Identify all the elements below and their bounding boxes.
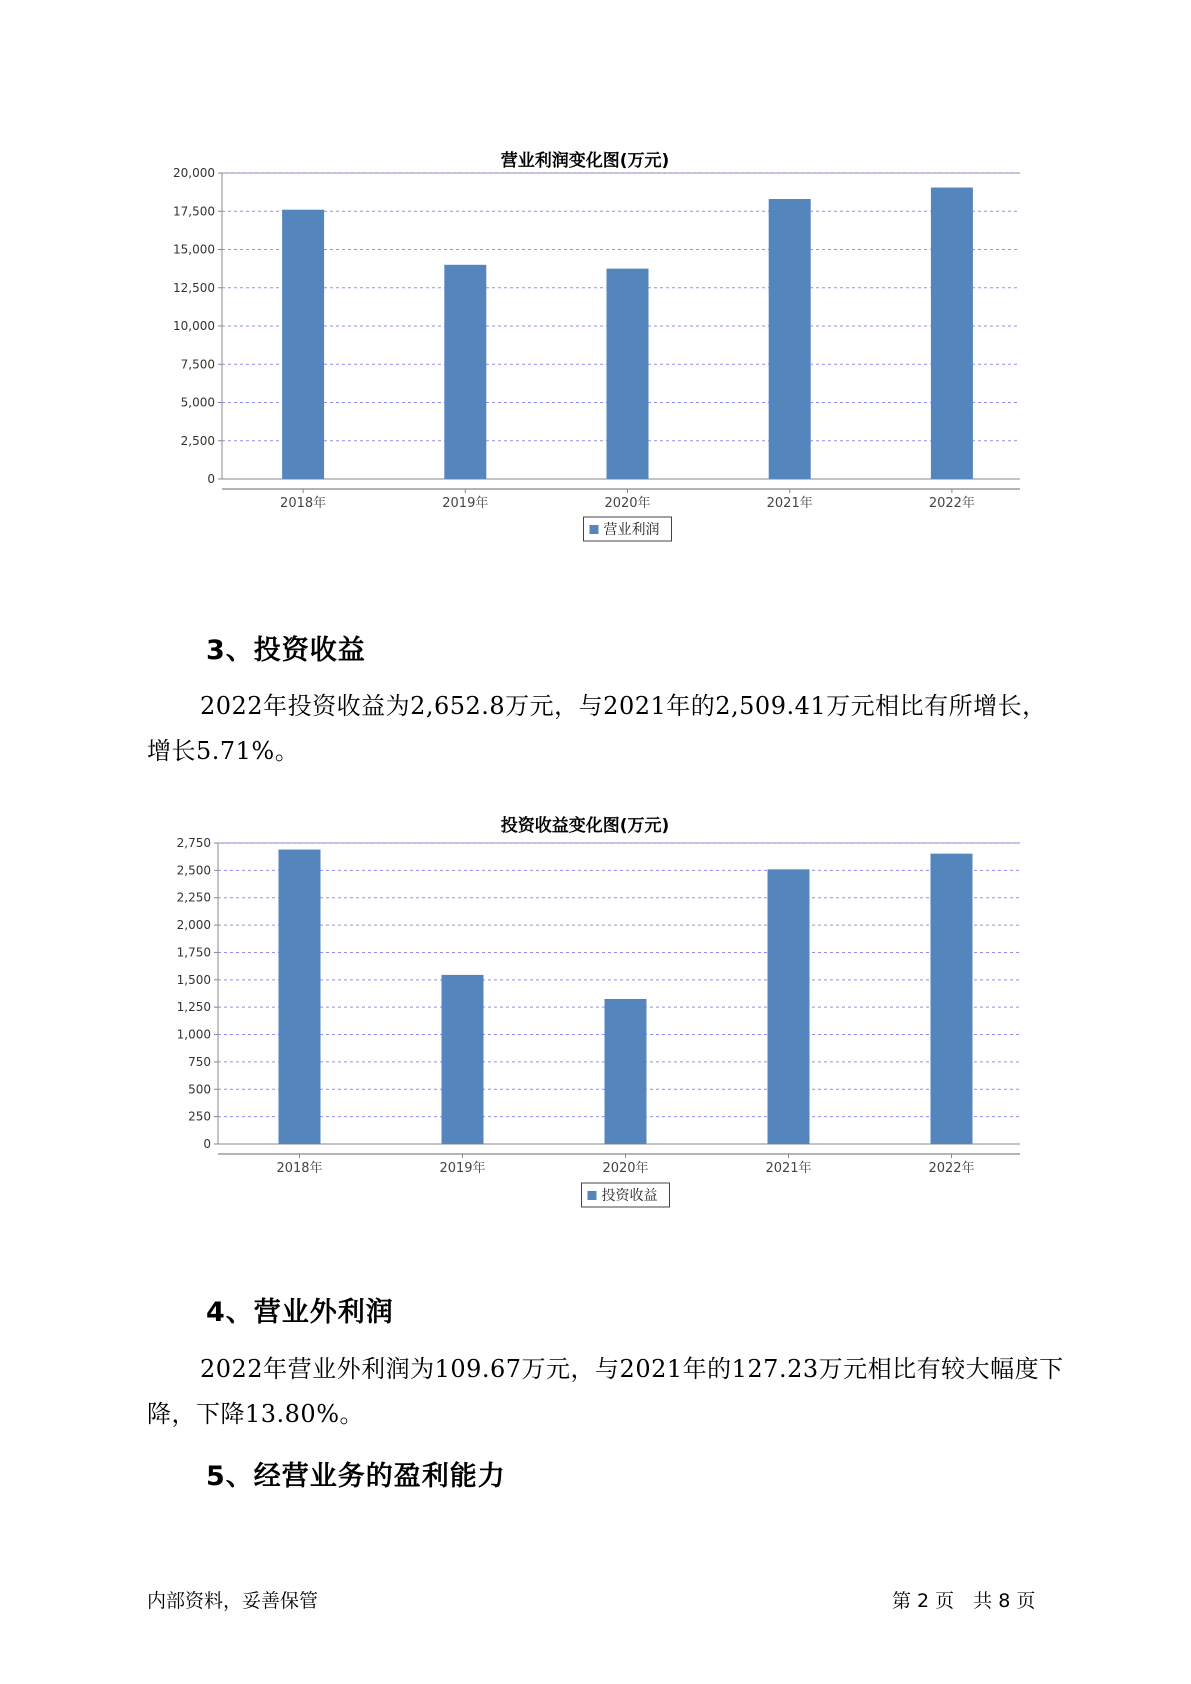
footer-page-number: 第 2 页 共 8 页 [892, 1590, 1036, 1612]
y-tick-label: 0 [203, 1137, 211, 1151]
x-tick-label: 2022年 [928, 496, 975, 511]
y-tick-label: 1,500 [176, 972, 211, 987]
bar [444, 265, 486, 479]
x-tick-label: 2021年 [766, 496, 813, 511]
y-tick-label: 2,000 [176, 918, 211, 933]
section-4-paragraph: 2022年营业外利润为109.67万元，与2021年的127.23万元相比有较大幅度下降，下降13.80%。 [147, 1355, 1064, 1428]
footer-confidential-note: 内部资料，妥善保管 [147, 1590, 319, 1612]
y-tick-label: 12,500 [173, 280, 215, 295]
section-3-paragraph: 2022年投资收益为2,652.8万元，与2021年的2,509.41万元相比有所增长，增长5.71%。 [147, 692, 1047, 765]
y-tick-label: 20,000 [173, 166, 215, 180]
legend-label: 投资收益 [601, 1188, 658, 1204]
investment-income-chart [150, 805, 1020, 1225]
x-tick-label: 2022年 [928, 1161, 975, 1176]
legend-swatch [590, 525, 599, 534]
y-tick-label: 7,500 [180, 357, 215, 372]
x-tick-label: 2019年 [439, 1161, 486, 1176]
y-tick-label: 2,500 [176, 863, 211, 878]
y-tick-label: 1,250 [176, 1000, 211, 1015]
legend [582, 1183, 670, 1207]
operating-profit-chart [150, 140, 1020, 560]
x-tick-label: 2018年 [276, 1161, 323, 1176]
y-tick-label: 0 [207, 472, 215, 486]
bar [279, 850, 321, 1144]
legend [584, 517, 672, 541]
bar [769, 199, 811, 479]
legend-label: 营业利润 [603, 522, 660, 538]
x-tick-label: 2018年 [280, 496, 327, 511]
bar [931, 854, 973, 1144]
y-tick-label: 10,000 [173, 319, 215, 333]
bar [282, 210, 324, 479]
chart-title: 投资收益变化图(万元) [500, 816, 670, 836]
section-5-heading: 5、经营业务的盈利能力 [206, 1461, 506, 1492]
section-4-heading: 4、营业外利润 [206, 1297, 394, 1328]
legend-swatch [588, 1191, 597, 1200]
x-tick-label: 2020年 [604, 496, 651, 511]
bar [768, 869, 810, 1144]
y-tick-label: 2,250 [176, 890, 211, 905]
x-tick-label: 2020年 [602, 1161, 649, 1176]
x-tick-label: 2021年 [765, 1161, 812, 1176]
y-tick-label: 1,000 [176, 1027, 211, 1042]
y-tick-label: 17,500 [173, 204, 215, 219]
operating-profit-chart-svg [150, 140, 1020, 550]
x-tick-label: 2019年 [442, 496, 489, 511]
bar [607, 269, 649, 479]
section-3-heading: 3、投资收益 [206, 635, 366, 666]
bar [605, 999, 647, 1144]
chart-title: 营业利润变化图(万元) [500, 151, 670, 171]
y-tick-label: 15,000 [173, 242, 215, 257]
y-tick-label: 1,750 [176, 945, 211, 960]
y-tick-label: 2,500 [180, 433, 215, 448]
bar [931, 188, 973, 479]
y-tick-label: 2,750 [176, 836, 211, 850]
y-tick-label: 250 [188, 1109, 211, 1124]
y-tick-label: 5,000 [180, 395, 215, 410]
bar [442, 975, 484, 1144]
y-tick-label: 750 [188, 1054, 211, 1069]
investment-income-chart-svg [150, 805, 1020, 1215]
y-tick-label: 500 [188, 1082, 211, 1097]
